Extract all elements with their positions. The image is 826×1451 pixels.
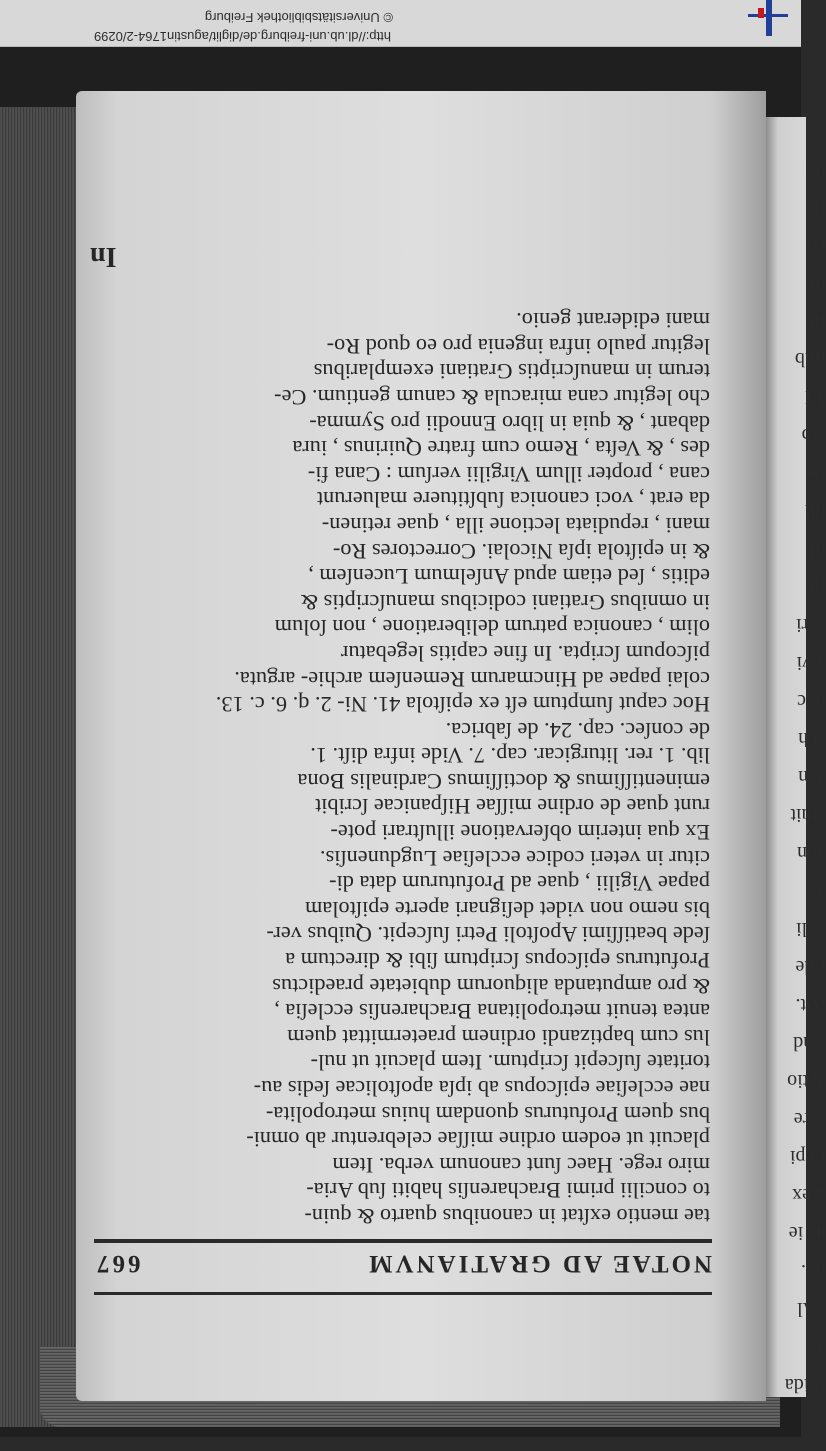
- facing-fragment: a vi: [796, 652, 826, 674]
- facing-fragment: ae: [808, 1336, 826, 1358]
- facing-fragment: aun: [797, 842, 826, 864]
- text-line: to concilii primi Bracharenſis habiti ſub Aria-: [306, 1178, 710, 1204]
- facing-fragment: ro: [809, 310, 826, 332]
- library-logo-icon: [748, 0, 788, 40]
- facing-fragment: e ad: [793, 1032, 826, 1054]
- text-line: terum in manuſcriptis Gratiani exemplaribus: [313, 359, 710, 385]
- page-body: [80, 308, 710, 1229]
- text-line: bus quem Profuturus quondam huius metropolita-: [265, 1101, 710, 1127]
- text-line: ſede beatiſſimi Apoſtoli Petri ſuſcepit. Quibus ver-: [266, 922, 710, 948]
- text-line: mani , repudiata lectione illa , quae retinen-: [321, 512, 710, 538]
- facing-fragment: vrida: [784, 1374, 826, 1396]
- text-line: & in epiſtola ipſa Nicolai. Correctores Ro-: [332, 538, 710, 564]
- facing-fragment: u. .: [801, 1260, 826, 1282]
- page-number: 667: [94, 1250, 141, 1277]
- text-line: colai papae ad Hincmarum Remenſem archie- arguta.: [234, 666, 710, 692]
- text-line: Ex qua interim obſervatione illuſtrari pote-: [330, 820, 710, 846]
- text-line: legitur paulo infra ingenia pro eo quod Ro-: [326, 333, 710, 359]
- facing-fragment: co: [807, 234, 826, 256]
- facing-fragment: r de: [795, 956, 826, 978]
- text-line: Profuturus epiſcopus ſcriptum ſibi & directum a: [285, 948, 710, 974]
- text-line: Hoc caput ſumptum eſt ex epiſtola 41. Ni- 2. q. 6. c. 13.: [215, 692, 710, 718]
- facing-fragment: ill: [809, 538, 826, 560]
- text-line: piſcopum ſcripta. In fine capitis legebatur: [340, 640, 710, 666]
- facing-fragment: Ait.: [795, 994, 826, 1016]
- facing-fragment: unc: [797, 690, 826, 712]
- text-line: runt quae de ordine miſſae Hiſpanicae ſcribit: [315, 794, 710, 820]
- text-line: mani ediderant genio.: [516, 308, 710, 334]
- text-line: de conſec. cap. 24. de ſabrica.: [445, 717, 710, 743]
- text-line: & pro amputanda aliquorum dubietate praedictus: [272, 973, 710, 999]
- facing-fragment: r epi: [789, 1146, 826, 1168]
- facing-page-text: [766, 117, 826, 1397]
- viewer-info: [0, 0, 801, 46]
- viewer-top-bar: [0, 0, 801, 47]
- facing-fragment: a: [817, 880, 826, 902]
- facing-fragment: us ie: [788, 1222, 826, 1244]
- facing-fragment: orre: [793, 1108, 826, 1130]
- text-line: in omnibus Gratiani codicibus manuſcriptis &: [300, 589, 710, 615]
- text-line: papae Vigilii , quae ad Profuturum data di-: [329, 871, 710, 897]
- text-line: des , & Veſta , Remo cum fratre Quirinus , iura: [292, 436, 710, 462]
- facing-fragment: zan: [798, 766, 826, 788]
- text-line: da erat , voci canonica ſubſtituere maluerunt: [316, 487, 710, 513]
- text-line: antea tenuit metropolitana Bracharenſis eccleſia ,: [274, 999, 710, 1025]
- text-line: tae mentio exſtat in canonibus quarto & quin-: [304, 1204, 710, 1229]
- text-line: miro rege. Haec ſunt canonum verba. Item: [332, 1152, 710, 1178]
- text-line: dabant , & quia in libro Ennodii pro Symma-: [309, 410, 710, 436]
- text-line: bis nemo non videt deſignari aperte epiſtolam: [305, 896, 710, 922]
- facing-fragment: idi: [804, 500, 826, 522]
- facing-fragment: nali: [796, 918, 826, 940]
- facing-page: [766, 117, 826, 1397]
- facing-fragment: sfuit: [790, 804, 826, 826]
- copyright-notice: © Universitätsbibliothek Freiburg: [204, 10, 393, 25]
- catchword: In: [90, 241, 117, 272]
- facing-fragment: inib: [794, 348, 826, 370]
- book-scan: [0, 47, 826, 1437]
- text-line: cho legitur cana miracula & canum gentium. Ce-: [274, 385, 710, 410]
- facing-fragment: lp: [810, 272, 826, 294]
- text-line: toritate ſuſcepit ſcriptum. Item placuit ut nul-: [310, 1050, 710, 1076]
- facing-fragment: cib: [801, 424, 826, 446]
- running-head-title: NOTAE AD GRATIANVM: [365, 1250, 712, 1277]
- facing-fragment: if: [813, 196, 826, 218]
- facing-fragment: VI: [804, 386, 826, 408]
- facing-fragment: . Al: [797, 1298, 826, 1320]
- facing-fragment: n ex: [792, 1184, 826, 1206]
- facing-fragment: ro: [809, 576, 826, 598]
- facing-fragment: cari: [796, 614, 826, 636]
- facing-fragment: actio: [787, 1070, 826, 1092]
- text-line: nae eccleſiae epiſcopus ab ipſa apoſtolicae ſedis au-: [253, 1076, 710, 1102]
- text-line: olim , canonica patrum deliberatione , non ſolum: [274, 615, 710, 641]
- text-line: placuit ut eodem ordine miſſae celebrentur ab omni-: [246, 1127, 710, 1153]
- facing-fragment: ip:: [804, 158, 826, 180]
- facing-fragment: ech: [798, 728, 826, 750]
- page-text-block: [80, 207, 720, 1287]
- text-line: editis , ſed etiam apud Anſelmum Lucenſem ,: [308, 564, 710, 590]
- text-line: cana , propter illum Virgilii verſum : Cana fi-: [307, 461, 710, 487]
- facing-fragment: ve: [807, 462, 826, 484]
- page-url[interactable]: http://dl.ub.uni-freiburg.de/diglit/agustin1764-2/0299: [93, 29, 391, 44]
- header-rule-2: [94, 1292, 712, 1295]
- text-line: citur in veteri codice eccleſiae Lugdunenſis.: [319, 845, 710, 871]
- text-line: eminentiſſimus & doctiſſimus Cardinalis Bona: [297, 768, 710, 794]
- text-line: lus cum baptizandi ordinem praetermittat quem: [287, 1024, 710, 1050]
- text-line: lib. 1. rer. liturgicar. cap. 7. Vide infra diſt. 1.: [310, 743, 710, 769]
- header-rule: [94, 1239, 712, 1243]
